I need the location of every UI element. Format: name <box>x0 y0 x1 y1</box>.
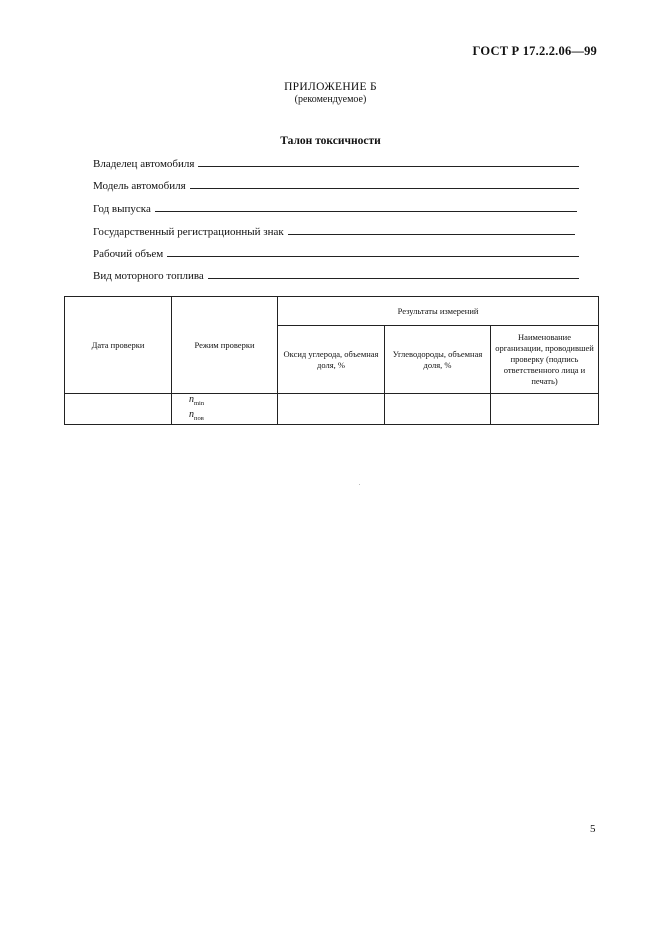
mode-min: $n_{min}$ <box>189 394 205 407</box>
field-owner-label: Владелец автомобиля <box>93 158 195 170</box>
form-title: Талон токсичности <box>280 135 381 147</box>
field-model[interactable] <box>93 180 579 192</box>
appendix-title: ПРИЛОЖЕНИЕ Б <box>284 81 377 93</box>
field-registration-line[interactable] <box>288 233 575 235</box>
cell-check-mode <box>172 394 278 425</box>
field-registration[interactable] <box>93 226 575 238</box>
field-fuel-label: Вид моторного топлива <box>93 270 204 282</box>
field-displacement-line[interactable] <box>167 255 579 257</box>
scan-speck <box>359 484 360 485</box>
field-fuel-line[interactable] <box>208 277 579 279</box>
field-displacement[interactable] <box>93 248 579 260</box>
cell-check-date[interactable] <box>65 394 172 425</box>
col-organization: Наименование организации, проводившей проверку (подпись ответственного лица и печать) <box>491 326 599 394</box>
field-year-line[interactable] <box>155 210 577 212</box>
col-check-date: Дата проверки <box>65 297 172 394</box>
document-code: ГОСТ Р 17.2.2.06—99 <box>472 44 597 58</box>
results-table <box>64 296 599 425</box>
col-check-mode: Режим проверки <box>172 297 278 394</box>
cell-hydrocarbons[interactable] <box>385 394 491 425</box>
cell-organization[interactable] <box>491 394 599 425</box>
field-displacement-label: Рабочий объем <box>93 248 164 260</box>
col-carbon-monoxide: Оксид углерода, объемная доля, % <box>278 326 385 394</box>
page-number: 5 <box>590 823 596 835</box>
field-fuel[interactable] <box>93 270 579 282</box>
field-owner-line[interactable] <box>198 165 579 167</box>
field-year-label: Год выпуска <box>93 203 151 215</box>
mode-increased: $n_{пов}$ <box>189 409 204 422</box>
col-hydrocarbons: Углеводороды, объемная доля, % <box>385 326 491 394</box>
field-owner[interactable] <box>93 158 579 170</box>
field-model-line[interactable] <box>190 187 579 189</box>
appendix-subtitle: (рекомендуемое) <box>294 94 367 105</box>
field-model-label: Модель автомобиля <box>93 180 186 192</box>
field-year[interactable] <box>93 203 577 215</box>
cell-carbon-monoxide[interactable] <box>278 394 385 425</box>
group-measurement-results: Результаты измерений <box>278 297 599 326</box>
field-registration-label: Государственный регистрационный знак <box>93 226 284 238</box>
